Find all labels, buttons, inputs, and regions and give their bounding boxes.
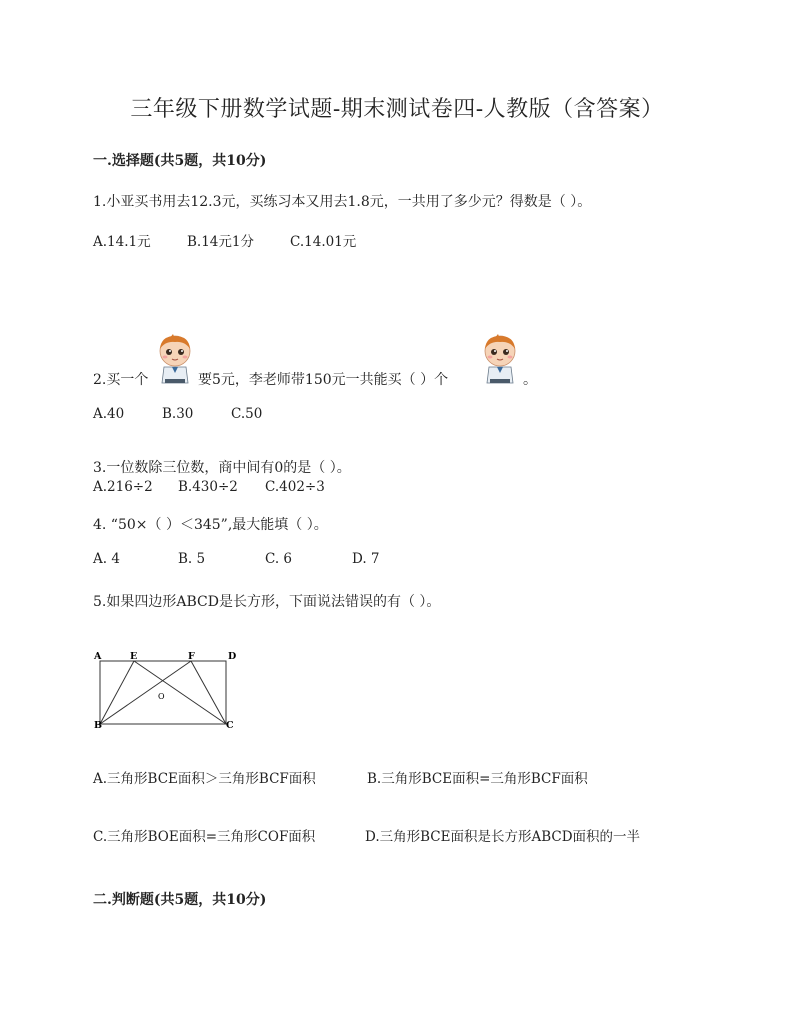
question-2-text-start: 2.买一个: [93, 372, 149, 388]
figure-label-a: A: [94, 651, 102, 662]
question-1-option-b: B.14元1分: [187, 234, 254, 250]
question-5-option-d: D.三角形BCE面积是长方形ABCD面积的一半: [365, 829, 641, 845]
question-2-text-middle: 要5元，李老师带150元一共能买（ ）个: [198, 372, 449, 388]
question-4-option-b: B. 5: [178, 551, 206, 567]
page-title: 三年级下册数学试题-期末测试卷四-人教版（含答案）: [130, 97, 664, 122]
boy-cartoon-icon: [480, 333, 520, 385]
question-1-option-c: C.14.01元: [290, 234, 357, 250]
question-4-option-d: D. 7: [352, 551, 380, 567]
figure-label-o: O: [158, 692, 165, 701]
question-4-text: 4. “50×（ ）＜345”,最大能填（ ）。: [93, 517, 328, 533]
question-3-option-a: A.216÷2: [93, 479, 153, 495]
rectangle-figure: [92, 648, 242, 732]
question-1-option-a: A.14.1元: [93, 234, 151, 250]
question-2-text-end: 。: [523, 372, 537, 388]
question-2-option-c: C.50: [231, 406, 263, 422]
question-5-option-b: B.三角形BCE面积=三角形BCF面积: [367, 771, 588, 787]
section-heading-judgement: 二.判断题(共5题，共10分): [93, 892, 267, 908]
question-5-option-c: C.三角形BOE面积=三角形COF面积: [93, 829, 316, 845]
question-5-option-a: A.三角形BCE面积＞三角形BCF面积: [93, 771, 316, 787]
figure-label-e: E: [130, 651, 138, 662]
figure-label-c: C: [226, 720, 234, 731]
figure-label-f: F: [188, 651, 195, 662]
question-5-text: 5.如果四边形ABCD是长方形，下面说法错误的有（ ）。: [93, 594, 441, 610]
figure-label-b: B: [94, 720, 103, 731]
question-3-text: 3.一位数除三位数，商中间有0的是（ ）。: [93, 460, 351, 476]
section-heading-choice: 一.选择题(共5题，共10分): [93, 153, 267, 169]
question-3-option-c: C.402÷3: [265, 479, 325, 495]
question-2-option-b: B.30: [162, 406, 194, 422]
question-3-option-b: B.430÷2: [178, 479, 238, 495]
question-4-option-a: A. 4: [93, 551, 120, 567]
question-1-text: 1.小亚买书用去12.3元，买练习本又用去1.8元，一共用了多少元？得数是（ ）。: [93, 194, 592, 210]
question-4-option-c: C. 6: [265, 551, 293, 567]
question-2-option-a: A.40: [93, 406, 125, 422]
boy-cartoon-icon: [155, 333, 195, 385]
figure-label-d: D: [228, 651, 237, 662]
